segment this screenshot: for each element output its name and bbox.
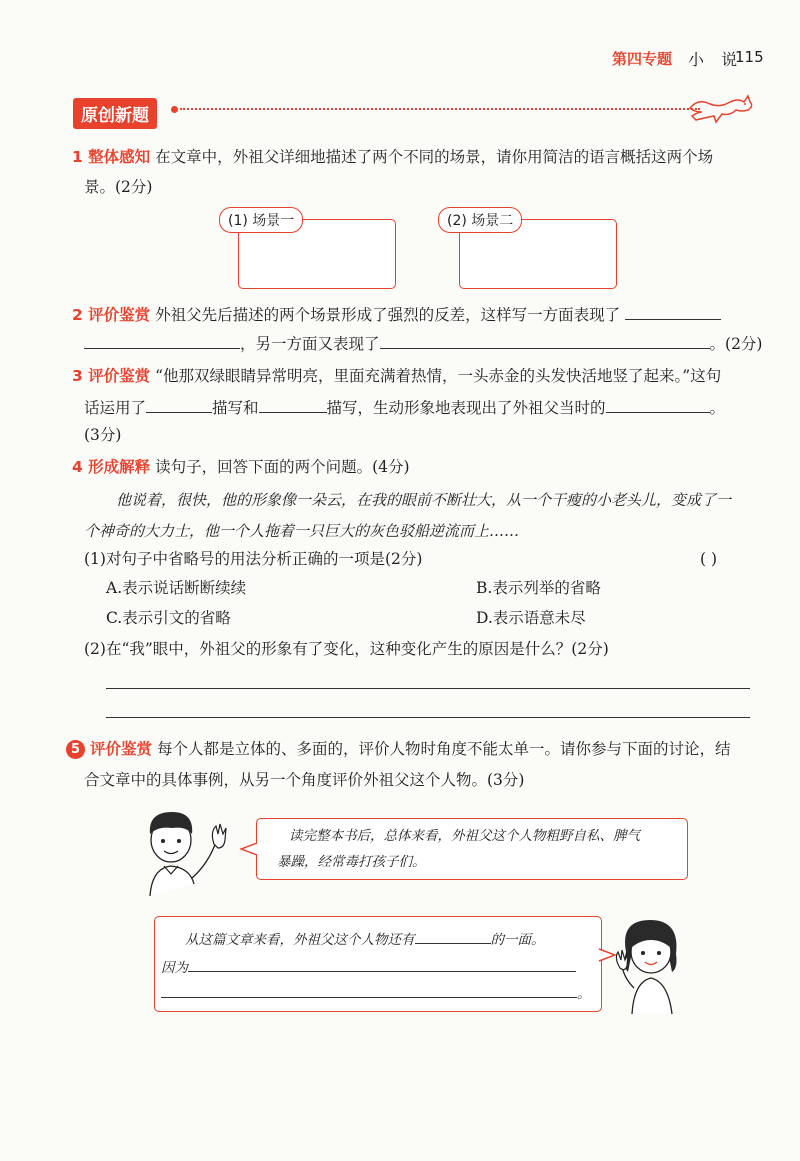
q5-text1: 每个人都是立体的、多面的，评价人物时角度不能太单一。请你参与下面的讨论，结 bbox=[156, 740, 731, 758]
q2-text2b: 。(2分) bbox=[709, 335, 763, 353]
girl-bubble-end: 。 bbox=[577, 986, 591, 1002]
girl-bubble-line1 bbox=[185, 927, 545, 953]
scene2-tag: (2) 场景二 bbox=[438, 207, 522, 233]
girl-blank3[interactable] bbox=[161, 981, 577, 998]
q4-sub1: (1)对句子中省略号的用法分析正确的一项是(2分) bbox=[84, 550, 423, 568]
q2-line2 bbox=[84, 332, 762, 354]
q2-text1: 外祖父先后描述的两个场景形成了强烈的反差，这样写一方面表现了 bbox=[155, 306, 621, 324]
header-subject: 小 说 bbox=[688, 50, 744, 69]
banner-dotted-line bbox=[180, 108, 700, 110]
q2-blank1[interactable] bbox=[625, 303, 721, 320]
girl-blank1[interactable] bbox=[415, 927, 491, 944]
girl-bubble-because: 因为 bbox=[161, 960, 188, 976]
q5-label: 评价鉴赏 bbox=[90, 740, 153, 758]
girl-blank2[interactable] bbox=[188, 955, 576, 972]
q3-text2a: 话运用了 bbox=[84, 399, 147, 417]
q1-text1: 在文章中，外祖父详细地描述了两个不同的场景，请你用简洁的语言概括这两个场 bbox=[155, 148, 714, 166]
header-section: 第四专题 bbox=[612, 50, 673, 68]
q3-line1 bbox=[72, 366, 721, 386]
boy-bubble-line1: 读完整本书后，总体来看，外祖父这个人物粗野自私、脾气 bbox=[289, 828, 640, 844]
girl-speech-bubble bbox=[154, 916, 602, 1012]
q4-answer-paren[interactable]: ( ) bbox=[700, 550, 718, 568]
q3-blank3[interactable] bbox=[606, 396, 710, 413]
q4-line1 bbox=[72, 457, 410, 477]
q3-text2c: 描写，生动形象地表现出了外祖父当时的 bbox=[326, 399, 606, 417]
q2-blank3[interactable] bbox=[380, 332, 710, 349]
q4-option-d[interactable]: D.表示语意未尽 bbox=[476, 609, 586, 627]
q4-option-b[interactable]: B.表示列举的省略 bbox=[476, 579, 601, 597]
q3-line3: (3分) bbox=[84, 426, 122, 444]
q3-blank2[interactable] bbox=[259, 396, 327, 413]
girl-bubble-line3 bbox=[161, 981, 591, 1007]
girl-illustration bbox=[606, 912, 692, 1016]
q2-text2a: ，另一方面又表现了 bbox=[240, 335, 380, 353]
q2-line1 bbox=[72, 303, 721, 325]
q1-line2: 景。(2分) bbox=[84, 178, 153, 196]
girl-bubble-text1b: 的一面。 bbox=[490, 932, 545, 948]
q3-text1: “他那双绿眼睛异常明亮，里面充满着热情，一头赤金的头发快活地竖了起来。”这句 bbox=[155, 367, 722, 385]
girl-bubble-line2 bbox=[161, 955, 576, 981]
section-banner: 原创新题 bbox=[73, 98, 157, 129]
q1-line1 bbox=[72, 147, 713, 167]
banner-dot bbox=[171, 106, 178, 113]
scene1-tag: (1) 场景一 bbox=[219, 207, 303, 233]
q4-answer-line1[interactable] bbox=[106, 688, 750, 689]
q2-blank2[interactable] bbox=[84, 332, 240, 349]
q1-label: 1 整体感知 bbox=[72, 148, 151, 166]
q2-label: 2 评价鉴赏 bbox=[72, 306, 151, 324]
boy-bubble-tail bbox=[240, 842, 258, 856]
page-number: 115 bbox=[735, 48, 764, 66]
q4-quote2: 个神奇的大力士，他一个人拖着一只巨大的灰色驳船逆流而上…… bbox=[84, 522, 520, 540]
q3-text2b: 描写和 bbox=[212, 399, 259, 417]
q3-blank1[interactable] bbox=[146, 396, 212, 413]
girl-bubble-text1a: 从这篇文章来看，外祖父这个人物还有 bbox=[185, 932, 415, 948]
running-cat-icon bbox=[686, 86, 756, 126]
q3-text2d: 。 bbox=[709, 399, 726, 417]
q3-line2 bbox=[84, 396, 725, 418]
q4-quote1: 他说着，很快，他的形象像一朵云，在我的眼前不断壮大，从一个干瘦的小老头儿，变成了一 bbox=[116, 491, 732, 509]
q3-label: 3 评价鉴赏 bbox=[72, 367, 151, 385]
q5-line1 bbox=[90, 739, 730, 759]
q4-answer-line2[interactable] bbox=[106, 717, 750, 718]
boy-speech-bubble bbox=[256, 818, 688, 880]
q4-sub2: (2)在“我”眼中，外祖父的形象有了变化，这种变化产生的原因是什么？(2分) bbox=[84, 640, 609, 658]
boy-illustration bbox=[128, 804, 238, 900]
q5-number-badge: 5 bbox=[66, 740, 85, 759]
q4-option-a[interactable]: A.表示说话断断续续 bbox=[106, 579, 247, 597]
q4-label: 4 形成解释 bbox=[72, 458, 151, 476]
boy-bubble-line2: 暴躁，经常毒打孩子们。 bbox=[277, 854, 426, 870]
q4-intro: 读句子，回答下面的两个问题。(4分) bbox=[155, 458, 410, 476]
q5-line2: 合文章中的具体事例，从另一个角度评价外祖父这个人物。(3分) bbox=[84, 771, 525, 789]
q4-option-c[interactable]: C.表示引文的省略 bbox=[106, 609, 231, 627]
